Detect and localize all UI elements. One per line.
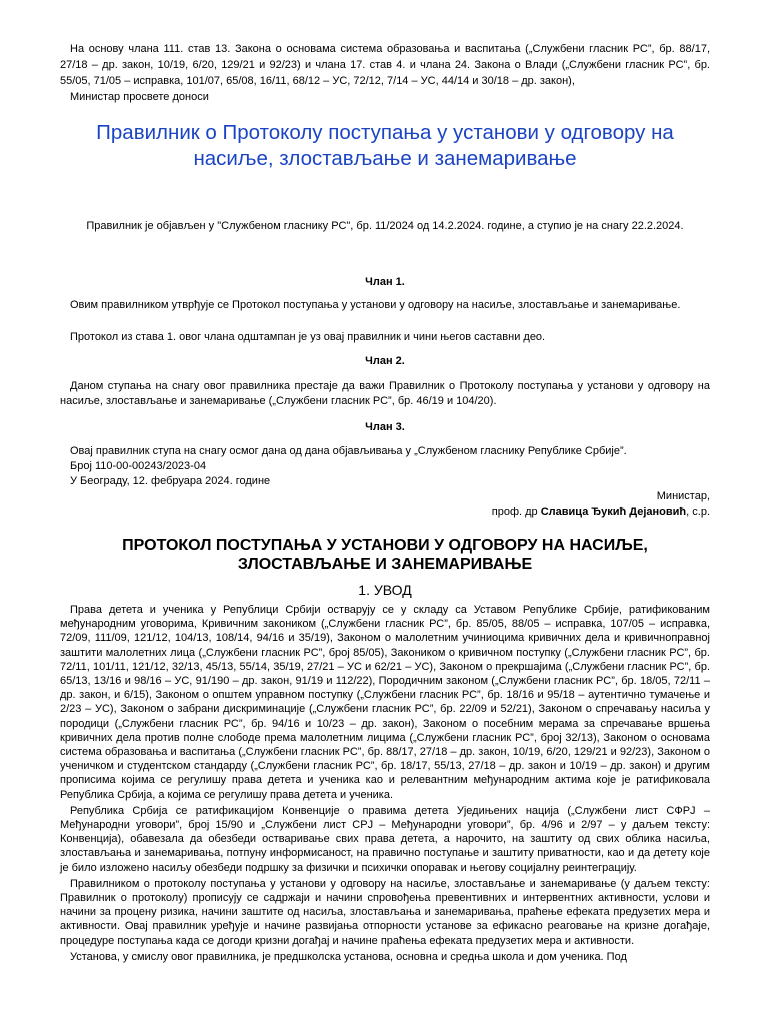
signature-line: [492, 504, 710, 520]
preamble-text: На основу члана 111. став 13. Закона о основама система образовања и васпитања („Службени гласник РС”, бр. 88/17, 27/18 – др. закон, 10/19, 6/20, 129/21 и 92/23) и члана 17. став 4. и члана 24. Закона о Влади („Службени гласник РС”, бр. 55/05, 71/05 – исправка, 101/07, 65/08, 16/11, 68/12 – УС, 72/12, 7/14 – УС, 44/14 и 30/18 – др. закон),: [60, 43, 710, 87]
published-note: Правилник је објављен у "Службеном гласнику РС", бр. 11/2024 од 14.2.2024. године, а ступио је на снагу 22.2.2024.: [86, 220, 684, 232]
article-3-heading: Члан 3.: [365, 421, 405, 433]
protocol-paragraph-1: Права детета и ученика у Републици Србији остварују се у складу са Уставом Републике Србије, ратификованим међународним уговорима, Кривичним закоником („Службени гласник РС”, бр. 85/05, 88/05 – исправка, 107/05 – исправка, 72/09, 111/09, 121/12, 104/13, 108/14, 94/16 и 35/19), Законом о малолетним учиниоцима кривичних дела и кривичноправној заштити малолетних лица („Службени гласник РС”, број 85/05), Закоником о кривичном поступку („Службени гласник РС”, бр. 72/11, 101/11, 121/12, 32/13, 45/13, 55/14, 35/19, 27/21 – УС и 62/21 – УС), Законом о прекршајима („Службени гласник РС”, бр. 65/13, 13/16 и 98/16 – УС, 91/190 – др. закон, 91/19 и 112/22), Породичним законом („Службени гласник РС”, бр. 18/05, 72/11 – др. закон, и 6/15), Законом о општем управном поступку („Службени гласник РС”, бр. 18/16 и 95/18 – аутентично тумачење и 2/23 – УС), Законом о забрани дискриминације („Службени гласник РС”, бр. 22/09 и 52/21), Законом о спречавању насиља у породици („Службени гласник РС”, бр. 94/16 и 10/23 – др. закон), Законом о посебним мерама за спречавање вршења кривичних дела против полне слободе према малолетним лицима („Службени гласник РС”, број 32/13), Законом о основама система образовања и васпитања („Службени гласник РС”, бр. 88/17, 27/18 – др. закон, 10/19, 6/20, 129/21 и 92/23), Законом о ученичком и студентском стандарду („Службени гласник РС”, бр. 18/17, 55/13, 27/18 – др. закон и 10/19 – др. закон) и другим прописима којима се регулишу права детета и ученика као и релевантним међународним актима које је ратификовала Република Србија, а којима се регулишу права детета и ученика.: [60, 604, 710, 801]
article-1-heading: Члан 1.: [365, 276, 405, 288]
signature-name: Славица Ђукић Дејановић: [540, 506, 687, 518]
protocol-body: [60, 603, 710, 966]
article-1-paragraph-2: Протокол из става 1. овог члана одштампан је уз овај правилник и чини његов саставни део.: [70, 331, 546, 343]
article-2-heading: Члан 2.: [365, 355, 405, 367]
signature-role: Министар,: [656, 490, 710, 502]
place-date: У Београду, 12. фебруара 2024. године: [70, 475, 271, 487]
preamble: [60, 41, 710, 105]
protocol-paragraph-4: Установа, у смислу овог правилника, је предшколска установа, основна и средња школа и дом ученика. Под: [70, 950, 627, 963]
document-title: Правилник о Протоколу поступања у установи у одговору на насиље, злостављање и занемаривање: [96, 121, 674, 170]
protocol-paragraph-3: Правилником о протоколу поступања у установи у одговору на насиље, злостављање и занемаривање (у даљем тексту: Правилник о протоколу) прописују се садржаји и начини спровођења превентивних и интервентних активности, услови и начини за процену ризика, начини заштите од насиља, злостављања и занемаривања, праћење ефеката предузетих мера и активности. Овај правилник уређује и начине развијања отпорности установе за ефикасно реаговање на кризне догађаје, процедуре поступања када се догоди кризни догађај и начине праћења ефеката предузетих мера и активности.: [60, 877, 710, 947]
protocol-title: ПРОТОКОЛ ПОСТУПАЊА У УСТАНОВИ У ОДГОВОРУ НА НАСИЉЕ, ЗЛОСТАВЉАЊЕ И ЗАНЕМАРИВАЊЕ: [122, 537, 648, 573]
section-heading-introduction: 1. УВОД: [358, 582, 412, 598]
signature-prefix: проф. др: [491, 506, 541, 518]
reference-number: Број 110-00-00243/2023-04: [70, 460, 207, 472]
article-3-paragraph-1: Овај правилник ступа на снагу осмог дана од дана објављивања у „Службеном гласнику Републике Србије”.: [70, 445, 627, 457]
signature-suffix: , с.р.: [686, 506, 710, 518]
preamble-minister-issues: Министар просвете доноси: [70, 91, 209, 103]
protocol-paragraph-2: Република Србија се ратификацијом Конвенције о правима детета Уједињених нација („Службени лист СФРЈ – Међународни уговори”, број 15/90 и „Службени лист СРЈ – Међународни уговори”, бр. 4/96 и 2/97 – у даљем тексту: Конвенција), обавезала да обезбеди остваривање свих права детета, а нарочито, на заштиту од свих облика насиља, злостављања и занемаривања, потпуну информисаност, на правично поступање и заштиту приватности, као и да детету које је било изложено насиљу обезбеди подршку за физички и психички опоравак и његову социјалну реинтеграцију.: [60, 804, 710, 874]
article-1-paragraph-1: Овим правилником утврђује се Протокол поступања у установи у одговору на насиље, злостављање и занемаривање.: [70, 299, 681, 311]
article-2-paragraph-1: Даном ступања на снагу овог правилника престаје да важи Правилник о Протоколу поступања у установи у одговору на насиље, злостављање и занемаривање („Службени гласник РС”, бр. 46/19 и 104/20).: [60, 380, 710, 407]
